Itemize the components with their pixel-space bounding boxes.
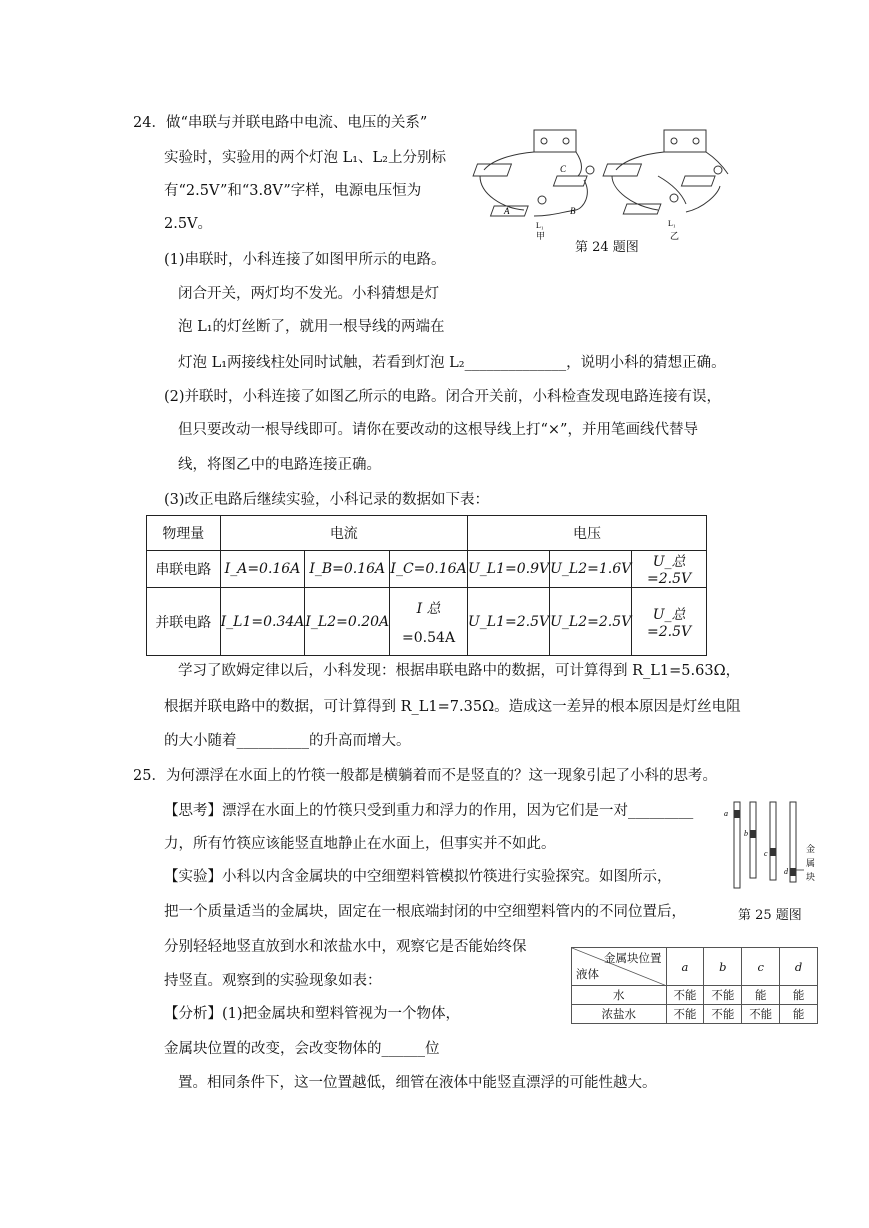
row-label-series: 串联电路 bbox=[147, 551, 221, 588]
metal-label-2: 属 bbox=[806, 859, 816, 869]
cell: 能 bbox=[780, 986, 818, 1005]
header-current: 电流 bbox=[220, 516, 467, 551]
cell: 不能 bbox=[666, 986, 704, 1005]
cell: U_L1=0.9V bbox=[468, 551, 550, 588]
metal-block-d bbox=[790, 868, 796, 876]
table-header-row bbox=[147, 516, 707, 551]
cell: 不能 bbox=[704, 1005, 742, 1024]
cell: 能 bbox=[780, 1005, 818, 1024]
cell: I_A=0.16A bbox=[220, 551, 305, 588]
cell: 不能 bbox=[742, 1005, 780, 1024]
cell: U_总=2.5V bbox=[632, 551, 707, 588]
q24-data-table bbox=[146, 515, 707, 656]
table-row-series bbox=[147, 551, 707, 588]
table-header-row bbox=[572, 948, 818, 986]
power-supply-left bbox=[534, 130, 576, 152]
metal-label-3: 块 bbox=[806, 873, 816, 883]
label-L1-right: L₁ bbox=[668, 219, 676, 228]
col-header: b bbox=[704, 948, 742, 986]
cell-total-current-line-2: =0.54A bbox=[402, 629, 456, 646]
figure-25-caption: 第 25 题图 bbox=[738, 908, 802, 923]
row-liquid: 水 bbox=[572, 986, 667, 1005]
header-position: 金属块位置 bbox=[604, 951, 662, 965]
tube-label-a: a bbox=[724, 809, 728, 818]
q24-line-2: 实验时，实验用的两个灯泡 L₁、L₂上分别标 bbox=[164, 150, 446, 166]
q24-line-8: 灯泡 L₁两接线柱处同时试触，若看到灯泡 L₂______________，说明小科的猜想正确。 bbox=[178, 355, 726, 371]
tube-label-d: d bbox=[784, 867, 788, 876]
cell: 不能 bbox=[704, 986, 742, 1005]
q24-line-5: (1)串联时，小科连接了如图甲所示的电路。 bbox=[164, 252, 446, 268]
diagonal-header-cell bbox=[572, 948, 667, 986]
tube-b bbox=[750, 802, 756, 878]
cell: I_C=0.16A bbox=[390, 551, 468, 588]
metal-block-a bbox=[734, 810, 740, 818]
row-liquid: 浓盐水 bbox=[572, 1005, 667, 1024]
q24-line-12: (3)改正电路后继续实验，小科记录的数据如下表： bbox=[164, 492, 490, 508]
tube-label-b: b bbox=[744, 829, 748, 838]
bulb-L2-right bbox=[681, 176, 715, 186]
tube-c bbox=[770, 802, 776, 880]
q24-line-13: 学习了欧姆定律以后，小科发现：根据串联电路中的数据，可计算得到 R_L1=5.63Ω， bbox=[178, 663, 741, 679]
table-row bbox=[572, 986, 818, 1005]
cell: 能 bbox=[742, 986, 780, 1005]
q24-line-1: 24．做“串联与并联电路中电流、电压的关系” bbox=[133, 115, 428, 131]
table-row-parallel bbox=[147, 588, 707, 656]
q24-line-3: 有“2.5V”和“3.8V”字样，电源电压恒为 bbox=[164, 183, 422, 199]
metal-block-b bbox=[750, 830, 756, 838]
table-row bbox=[572, 1005, 818, 1024]
cell: I_B=0.16A bbox=[305, 551, 390, 588]
cell: U_L2=1.6V bbox=[550, 551, 632, 588]
tube-figure-25 bbox=[718, 796, 818, 890]
q24-line-14: 根据并联电路中的数据，可计算得到 R_L1=7.35Ω。造成这一差异的根本原因是灯丝电阻 bbox=[164, 699, 741, 715]
header-liquid: 液体 bbox=[576, 967, 599, 981]
cell-total-current bbox=[390, 588, 468, 656]
figure-24-caption: 第 24 题图 bbox=[575, 240, 639, 255]
q25-table-wrap bbox=[571, 947, 818, 1023]
q25-line-5: 把一个质量适当的金属块，固定在一根底端封闭的中空细塑料管内的不同位置后， bbox=[164, 904, 686, 920]
header-voltage: 电压 bbox=[468, 516, 707, 551]
cell: I_L2=0.20A bbox=[305, 588, 390, 656]
tube-label-c: c bbox=[764, 849, 768, 858]
q24-line-11: 线，将图乙中的电路连接正确。 bbox=[178, 457, 381, 473]
q25-observation-table bbox=[571, 947, 818, 1024]
cell: 不能 bbox=[666, 1005, 704, 1024]
q24-line-4: 2.5V。 bbox=[164, 216, 213, 232]
q24-line-7: 泡 L₁的灯丝断了，就用一根导线的两端在 bbox=[178, 319, 445, 335]
metal-block-c bbox=[770, 848, 776, 856]
label-A: A bbox=[504, 206, 510, 216]
q25-line-7: 持竖直。观察到的实验现象如表： bbox=[164, 973, 382, 989]
col-header: d bbox=[780, 948, 818, 986]
q24-line-6: 闭合开关，两灯均不发光。小科猜想是灯 bbox=[178, 286, 439, 302]
row-label-parallel: 并联电路 bbox=[147, 588, 221, 656]
bulb-L2-left bbox=[553, 176, 587, 186]
label-L1-left: L₁ bbox=[536, 221, 544, 230]
power-supply-right bbox=[664, 130, 706, 152]
q25-line-1: 25．为何漂浮在水面上的竹筷一般都是横躺着而不是竖直的？这一现象引起了小科的思考。 bbox=[133, 768, 717, 784]
cell: I_L1=0.34A bbox=[220, 588, 305, 656]
q24-line-9: (2)并联时，小科连接了如图乙所示的电路。闭合开关前，小科检查发现电路连接有误， bbox=[164, 389, 722, 405]
q25-line-8: 【分析】(1)把金属块和塑料管视为一个物体， bbox=[164, 1006, 461, 1022]
q24-line-15: 的大小随着__________的升高而增大。 bbox=[164, 733, 411, 749]
q25-line-2: 【思考】漂浮在水面上的竹筷只受到重力和浮力的作用，因为它们是一对_________ bbox=[164, 803, 694, 819]
switch-left bbox=[473, 164, 511, 176]
metal-label-1: 金 bbox=[806, 845, 816, 855]
cell: U_L1=2.5V bbox=[468, 588, 550, 656]
cell-total-current-line-1: I 总 bbox=[416, 600, 441, 617]
switch-right bbox=[603, 164, 641, 176]
label-C: C bbox=[560, 164, 567, 174]
label-yi: 乙 bbox=[670, 232, 680, 242]
q25-line-3: 力，所有竹筷应该能竖直地静止在水面上，但事实并不如此。 bbox=[164, 836, 556, 852]
cell: U_L2=2.5V bbox=[550, 588, 632, 656]
header-quantity: 物理量 bbox=[147, 516, 221, 551]
q25-line-10: 置。相同条件下，这一位置越低，细管在液体中能竖直漂浮的可能性越大。 bbox=[178, 1075, 657, 1091]
col-header: a bbox=[666, 948, 704, 986]
q24-line-10: 但只要改动一根导线即可。请你在要改动的这根导线上打“×”，并用笔画线代替导 bbox=[178, 422, 698, 438]
q25-line-4: 【实验】小科以内含金属块的中空细塑料管模拟竹筷进行实验探究。如图所示， bbox=[164, 869, 672, 885]
q25-line-6: 分别轻轻地竖直放到水和浓盐水中，观察它是否能始终保 bbox=[164, 939, 527, 955]
label-B: B bbox=[570, 206, 576, 216]
circuit-figure-24 bbox=[472, 124, 744, 242]
label-jia: 甲 bbox=[536, 232, 546, 242]
cell: U_总=2.5V bbox=[632, 588, 707, 656]
col-header: c bbox=[742, 948, 780, 986]
q25-line-9: 金属块位置的改变，会改变物体的______位 bbox=[164, 1041, 440, 1057]
